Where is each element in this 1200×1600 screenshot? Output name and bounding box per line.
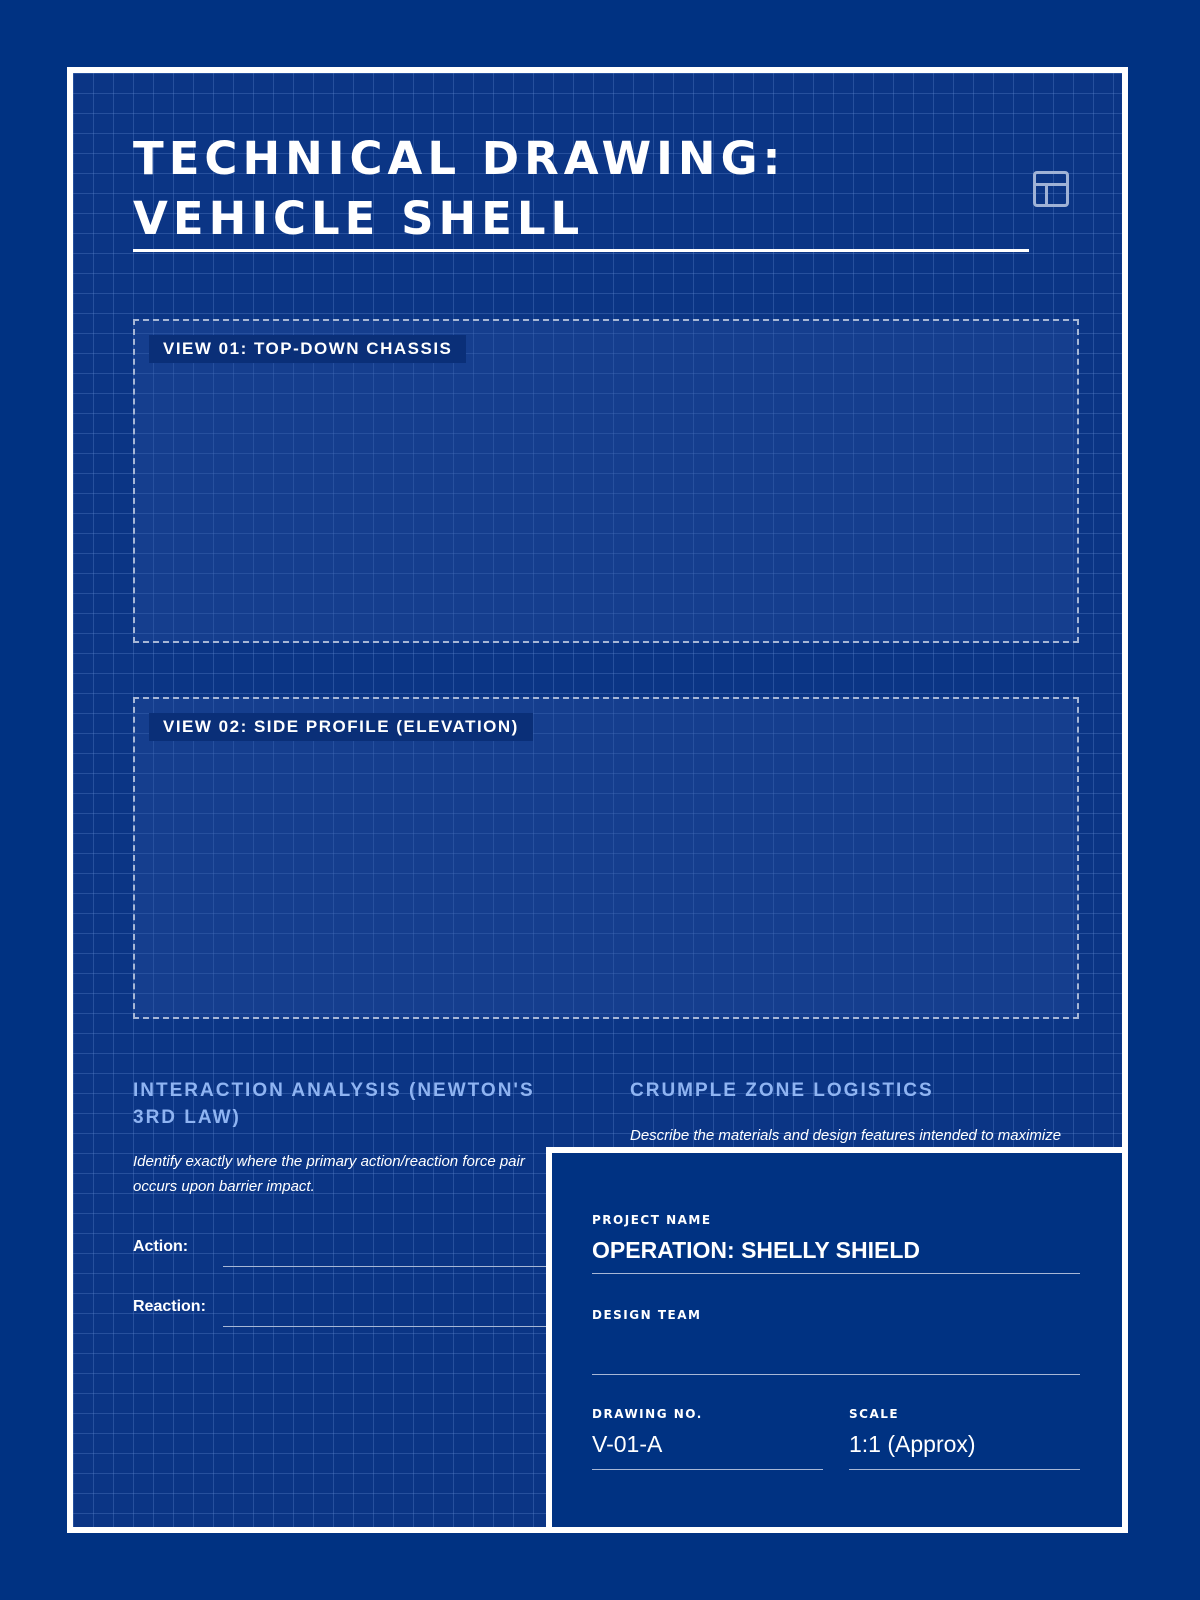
interaction-description: Identify exactly where the primary action/reaction force pair occurs upon barrier impact. (133, 1153, 525, 1195)
drawing-sheet (67, 67, 1128, 1533)
title-block-panel (546, 1147, 1128, 1533)
action-field[interactable] (223, 1266, 553, 1267)
project-name-field[interactable] (592, 1273, 1080, 1274)
page-title (133, 129, 786, 249)
drawing-no-field[interactable] (592, 1469, 823, 1470)
view-02-drawing-area[interactable] (133, 697, 1079, 1019)
scale-field[interactable] (849, 1469, 1080, 1470)
view-01-drawing-area[interactable] (133, 319, 1079, 643)
design-team-field[interactable] (592, 1374, 1080, 1375)
action-label: Action: (133, 1238, 189, 1255)
view-01-label: VIEW 01: TOP-DOWN CHASSIS (149, 335, 466, 363)
project-name-label: PROJECT NAME (592, 1213, 712, 1227)
title-line-1: TECHNICAL DRAWING: (133, 132, 786, 185)
reaction-label: Reaction: (133, 1298, 206, 1315)
design-team-label: DESIGN TEAM (592, 1308, 702, 1322)
crumple-heading: CRUMPLE ZONE LOGISTICS (630, 1080, 934, 1101)
interaction-heading: INTERACTION ANALYSIS (NEWTON'S 3RD LAW) (133, 1080, 535, 1128)
layout-icon (1033, 171, 1069, 207)
view-02-label: VIEW 02: SIDE PROFILE (ELEVATION) (149, 713, 533, 741)
drawing-no-value: V-01-A (592, 1431, 663, 1457)
title-line-2: VEHICLE SHELL (133, 192, 585, 245)
reaction-field[interactable] (223, 1326, 553, 1327)
scale-label: SCALE (849, 1407, 900, 1421)
scale-value: 1:1 (Approx) (849, 1431, 976, 1457)
drawing-no-label: DRAWING NO. (592, 1407, 703, 1421)
title-underline (133, 249, 1029, 252)
project-name-value: OPERATION: SHELLY SHIELD (592, 1237, 921, 1263)
crumple-description: Describe the materials and design features intended to maximize (630, 1127, 1062, 1144)
